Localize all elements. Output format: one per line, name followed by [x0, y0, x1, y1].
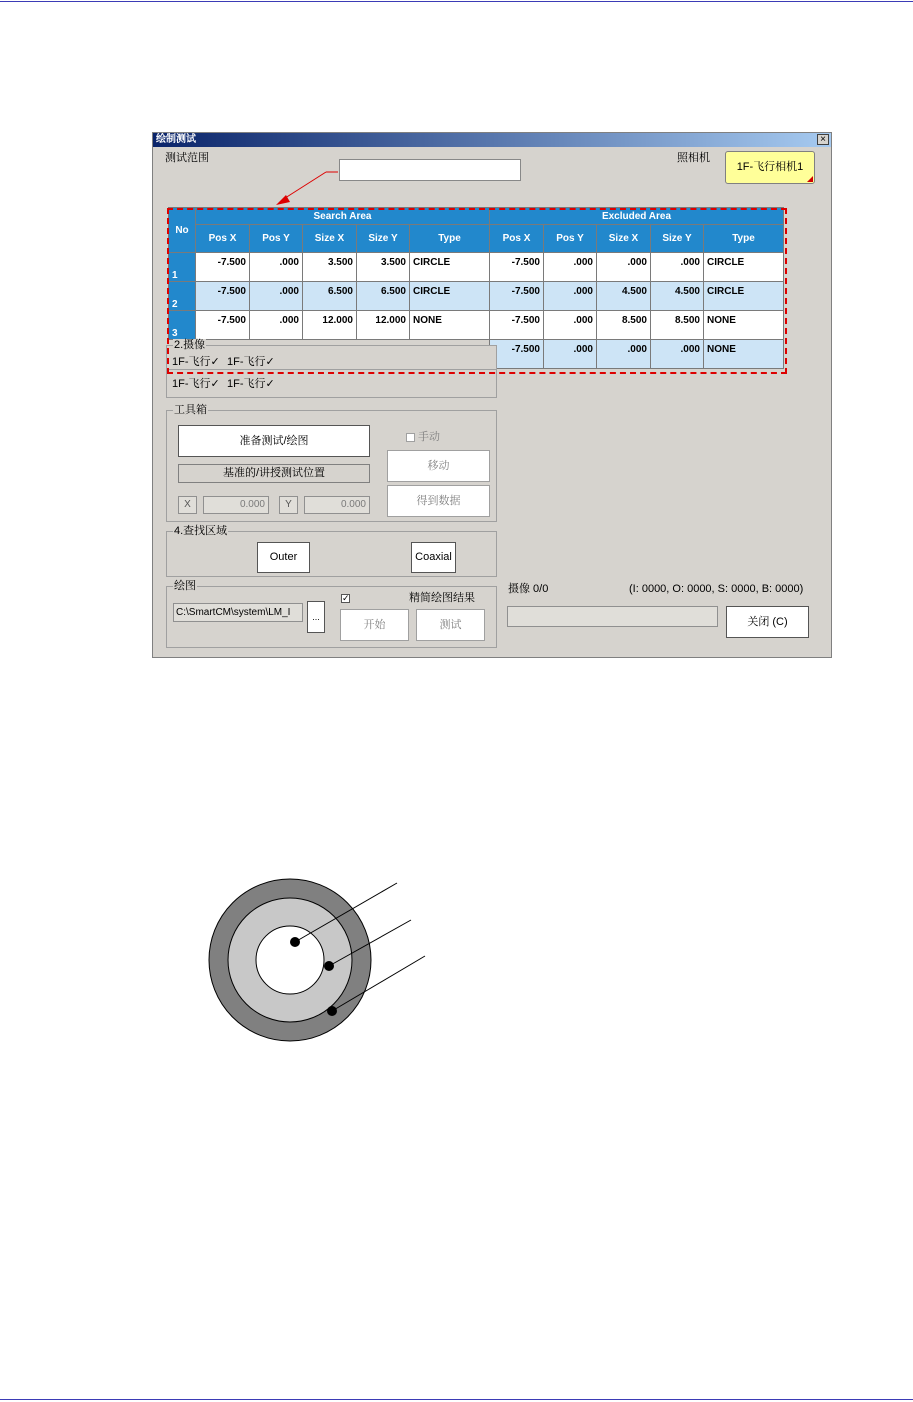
column-header: Pos X: [196, 225, 250, 253]
row-number[interactable]: 3: [169, 311, 196, 340]
progress-bar: [507, 606, 718, 627]
excluded-area-header: Excluded Area: [490, 208, 784, 225]
annotation-dashed-frame: [167, 208, 787, 374]
table-cell[interactable]: 12.000: [303, 311, 357, 340]
y-label: Y: [279, 496, 298, 514]
table-cell[interactable]: CIRCLE: [704, 282, 784, 311]
camera-select-button[interactable]: [725, 151, 815, 184]
table-cell[interactable]: NONE: [704, 340, 784, 369]
toolbox-group-label: 工具箱: [174, 404, 207, 416]
table-cell[interactable]: .000: [544, 253, 597, 282]
outer-button[interactable]: Outer: [257, 542, 310, 573]
close-icon[interactable]: ×: [817, 134, 829, 145]
table-cell[interactable]: 6.500: [303, 282, 357, 311]
table-cell[interactable]: CIRCLE: [410, 253, 490, 282]
test-range-field[interactable]: [339, 159, 521, 181]
table-cell[interactable]: 6.500: [357, 282, 410, 311]
table-cell[interactable]: -7.500: [196, 282, 250, 311]
imaging-item[interactable]: 1F-飞行✓: [172, 378, 220, 390]
y-input[interactable]: 0.000: [304, 496, 370, 514]
drawing-path-input[interactable]: C:\SmartCM\system\LM_I: [173, 603, 303, 622]
pointer-dot: [290, 937, 300, 947]
close-button[interactable]: 关闭 (C): [726, 606, 809, 638]
table-cell[interactable]: .000: [250, 282, 303, 311]
page-bottom-rule: [0, 1399, 913, 1400]
imaging-item[interactable]: 1F-飞行✓: [172, 356, 220, 368]
get-data-button[interactable]: 得到数据: [387, 485, 490, 517]
table-cell[interactable]: -7.500: [490, 253, 544, 282]
table-cell[interactable]: 4.500: [597, 282, 651, 311]
x-input[interactable]: 0.000: [203, 496, 269, 514]
table-cell[interactable]: .000: [597, 340, 651, 369]
prepare-test-button[interactable]: 准备测试/绘图: [178, 425, 370, 457]
table-cell[interactable]: 3.500: [303, 253, 357, 282]
table-cell[interactable]: .000: [544, 340, 597, 369]
annotation-arrow: [270, 168, 340, 208]
row-number[interactable]: 1: [169, 253, 196, 282]
test-range-label: 测试范围: [165, 152, 209, 164]
column-header: Size X: [303, 225, 357, 253]
manual-label: 手动: [418, 431, 440, 443]
table-cell[interactable]: .000: [250, 253, 303, 282]
column-header: Pos X: [490, 225, 544, 253]
table-cell[interactable]: CIRCLE: [704, 253, 784, 282]
column-header: Pos Y: [544, 225, 597, 253]
coaxial-button[interactable]: Coaxial: [411, 542, 456, 573]
dropdown-corner-icon: [807, 176, 813, 182]
find-area-group-label: 4.查找区域: [174, 525, 228, 537]
column-header: Type: [410, 225, 490, 253]
simple-result-checkbox[interactable]: ✓: [342, 593, 350, 603]
drawing-test-dialog: [152, 132, 832, 658]
table-cell[interactable]: .000: [250, 311, 303, 340]
table-cell[interactable]: -7.500: [196, 253, 250, 282]
test-button[interactable]: 测试: [416, 609, 485, 641]
table-cell[interactable]: 4.500: [651, 282, 704, 311]
x-label: X: [178, 496, 197, 514]
table-cell[interactable]: 3.500: [357, 253, 410, 282]
column-header: Pos Y: [250, 225, 303, 253]
pointer-dot: [324, 961, 334, 971]
table-cell[interactable]: 12.000: [357, 311, 410, 340]
imaging-group-lower: [166, 370, 497, 398]
table-cell[interactable]: .000: [544, 311, 597, 340]
window-title: 绘制测试: [156, 134, 196, 145]
simple-result-label: 精简绘图结果: [409, 592, 475, 604]
manual-checkbox[interactable]: [406, 433, 415, 442]
table-cell[interactable]: NONE: [410, 311, 490, 340]
table-cell[interactable]: -7.500: [196, 311, 250, 340]
browse-button[interactable]: ...: [307, 601, 325, 633]
imaging-group-label: 2.摄像: [174, 339, 206, 351]
no-header: No: [169, 208, 196, 253]
column-header: Size Y: [357, 225, 410, 253]
table-cell[interactable]: 8.500: [651, 311, 704, 340]
camera-button-label: 1F-飞行相机1: [736, 161, 804, 173]
column-header: Size X: [597, 225, 651, 253]
title-bar: [153, 133, 831, 147]
drawing-group-label: 绘图: [174, 580, 196, 592]
row-number[interactable]: 2: [169, 282, 196, 311]
camera-label: 照相机: [677, 152, 710, 164]
pointer-dot: [327, 1006, 337, 1016]
find-area-group: [166, 525, 497, 577]
table-cell[interactable]: .000: [651, 253, 704, 282]
table-cell[interactable]: NONE: [704, 311, 784, 340]
start-button[interactable]: 开始: [340, 609, 409, 641]
page-top-rule: [0, 1, 913, 2]
table-cell[interactable]: -7.500: [490, 311, 544, 340]
column-header: Size Y: [651, 225, 704, 253]
column-header: Type: [704, 225, 784, 253]
imaging-item[interactable]: 1F-飞行✓: [227, 378, 275, 390]
table-cell[interactable]: -7.500: [490, 340, 544, 369]
imaging-item[interactable]: 1F-飞行✓: [227, 356, 275, 368]
drawing-group: [166, 580, 497, 648]
table-cell[interactable]: 8.500: [597, 311, 651, 340]
reference-position-label: 基准的/讲授测试位置: [178, 464, 370, 483]
table-cell[interactable]: CIRCLE: [410, 282, 490, 311]
inner-circle: [256, 926, 324, 994]
table-cell[interactable]: .000: [597, 253, 651, 282]
search-area-header: Search Area: [196, 208, 490, 225]
concentric-circle-diagram: [200, 878, 440, 1048]
imaging-count: 摄像 0/0: [508, 583, 549, 595]
move-button[interactable]: 移动: [387, 450, 490, 482]
toolbox-group: [166, 404, 497, 522]
table-cell[interactable]: -7.500: [490, 282, 544, 311]
table-cell[interactable]: .000: [651, 340, 704, 369]
status-readout: (I: 0000, O: 0000, S: 0000, B: 0000): [629, 583, 804, 595]
table-cell[interactable]: .000: [544, 282, 597, 311]
